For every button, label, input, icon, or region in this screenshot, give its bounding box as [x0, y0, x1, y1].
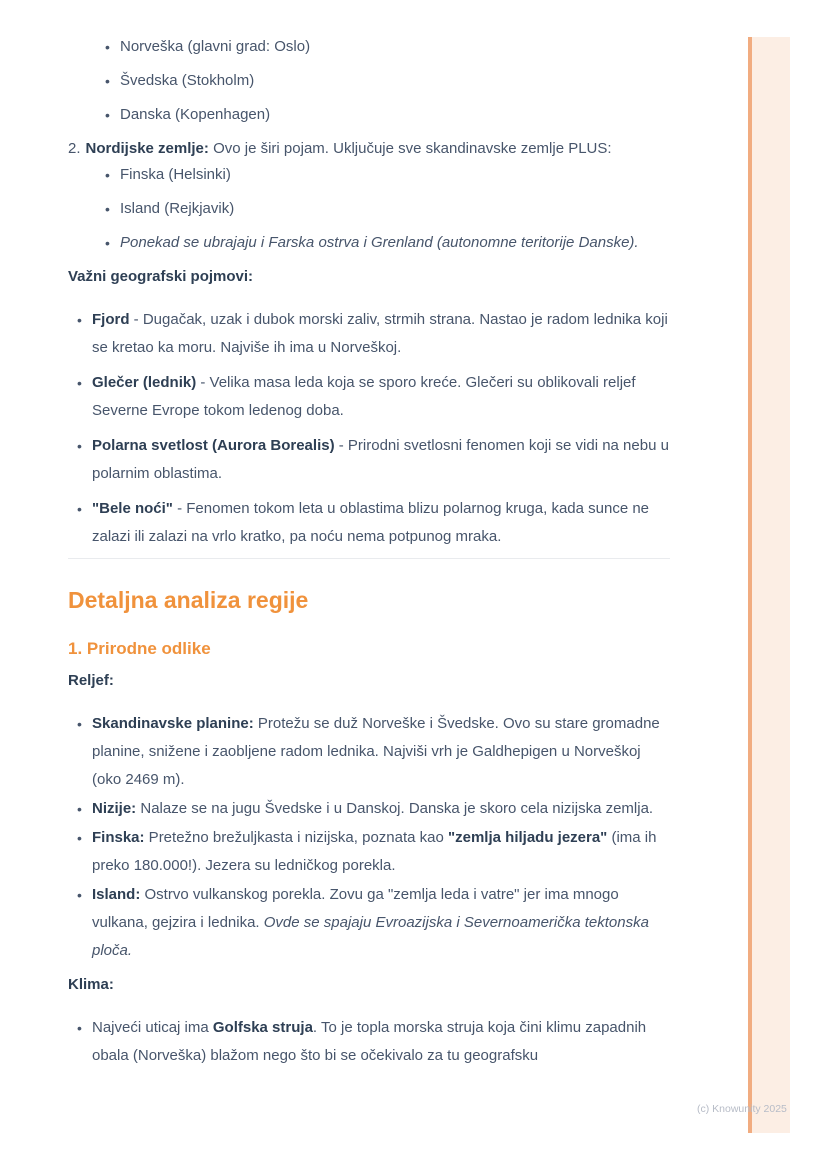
text: Danska (Kopenhagen): [120, 106, 271, 123]
text: Finska (Helsinki): [120, 166, 231, 183]
text: Ovo je širi pojam. Uključuje sve skandinavske zemlje PLUS:: [208, 140, 612, 157]
copyright-watermark: (c) Knowunity 2025: [697, 1103, 787, 1115]
bold-text: Finska:: [92, 829, 145, 846]
text: Najveći uticaj ima: [92, 1019, 213, 1036]
relief-list: [68, 710, 670, 965]
bold-text: Island:: [92, 886, 141, 903]
relief-heading: Reljef:: [68, 672, 114, 689]
text: Nalaze se na jugu Švedske i u Danskoj. Danska je skoro cela nizijska zemlja.: [136, 800, 654, 817]
list-item: [68, 710, 670, 794]
list-item: [68, 369, 670, 425]
page-edge-stripe: [748, 37, 790, 1133]
list-item: [68, 495, 670, 551]
item-number: 2.: [68, 140, 81, 157]
text: Protežu se duž Norveške i Švedske. Ovo su stare gromadne planine, snižene i zaobljene radom lednika. Najviši vrh je Galdhepigen u Norveškoj (oko 2469 m).: [92, 715, 660, 788]
text: Norveška (glavni grad: Oslo): [120, 38, 311, 55]
nordic-countries-item: [68, 135, 670, 163]
text: Island (Rejkjavik): [120, 200, 235, 217]
scandinavian-countries-list: [96, 33, 670, 129]
text: Ostrvo vulkanskog porekla. Zovu ga "zemlja leda i vatre" jer ima mnogo vulkana, gejzira i lednika.: [92, 886, 619, 931]
list-item: [96, 195, 670, 223]
bold-text: Golfska struja: [212, 1019, 313, 1036]
text: - Fenomen tokom leta u oblastima blizu polarnog kruga, kada sunce ne zalazi ili zalazi na vrlo kratko, pa noću nema potpunog mraka.: [92, 500, 650, 545]
list-item: [96, 161, 670, 189]
bold-text: Skandinavske planine:: [92, 715, 254, 732]
bold-text: Glečer (lednik): [92, 374, 197, 391]
list-item: [68, 881, 670, 965]
bold-text: Polarna svetlost (Aurora Borealis): [92, 437, 335, 454]
text: Pretežno brežuljkasta i nizijska, poznata kao: [144, 829, 449, 846]
italic-text: Ovde se spajaju Evroazijska i Severnoamerička tektonska ploča.: [92, 914, 649, 959]
section-divider: [68, 558, 670, 559]
list-item: [96, 33, 670, 61]
bold-text: "zemlja hiljadu jezera": [448, 829, 608, 846]
bold-text: "Bele noći": [92, 500, 173, 517]
list-item: [68, 432, 670, 488]
terms-heading: Važni geografski pojmovi:: [68, 268, 254, 285]
text: - Velika masa leda koja se sporo kreće. Glečeri su oblikovali reljef Severne Evrope tokom ledenog doba.: [92, 374, 636, 419]
document-content: [68, 33, 670, 1077]
climate-heading: Klima:: [68, 976, 114, 993]
text: (ima ih preko 180.000!). Jezera su ledničkog porekla.: [92, 829, 657, 874]
section-heading: Detaljna analiza regije: [68, 587, 309, 613]
climate-list: [68, 1014, 670, 1070]
item-text: [86, 140, 612, 157]
geographic-terms-list: [68, 306, 670, 551]
bold-text: Nordijske zemlje:: [85, 140, 209, 157]
list-item: [96, 229, 670, 257]
italic-text: Ponekad se ubrajaju i Farska ostrva i Grenland (autonomne teritorije Danske).: [120, 234, 639, 251]
list-item: [68, 306, 670, 362]
subsection-heading: 1. Prirodne odlike: [68, 639, 211, 658]
list-item: [96, 101, 670, 129]
text: Švedska (Stokholm): [120, 72, 255, 89]
list-item: [96, 67, 670, 95]
text: - Prirodni svetlosni fenomen koji se vidi na nebu u polarnim oblastima.: [92, 437, 669, 482]
list-item: [68, 824, 670, 880]
nordic-countries-sublist: [96, 161, 670, 257]
text: - Dugačak, uzak i dubok morski zaliv, strmih strana. Nastao je radom lednika koji se kretao ka moru. Najviše ih ima u Norveškoj.: [92, 311, 668, 356]
list-item: [68, 795, 670, 823]
bold-text: Nizije:: [92, 800, 137, 817]
list-item: [68, 1014, 670, 1070]
bold-text: Fjord: [92, 311, 130, 328]
text: . To je topla morska struja koja čini klimu zapadnih obala (Norveška) blažom nego što bi se očekivalo za tu geografsku: [92, 1019, 647, 1064]
